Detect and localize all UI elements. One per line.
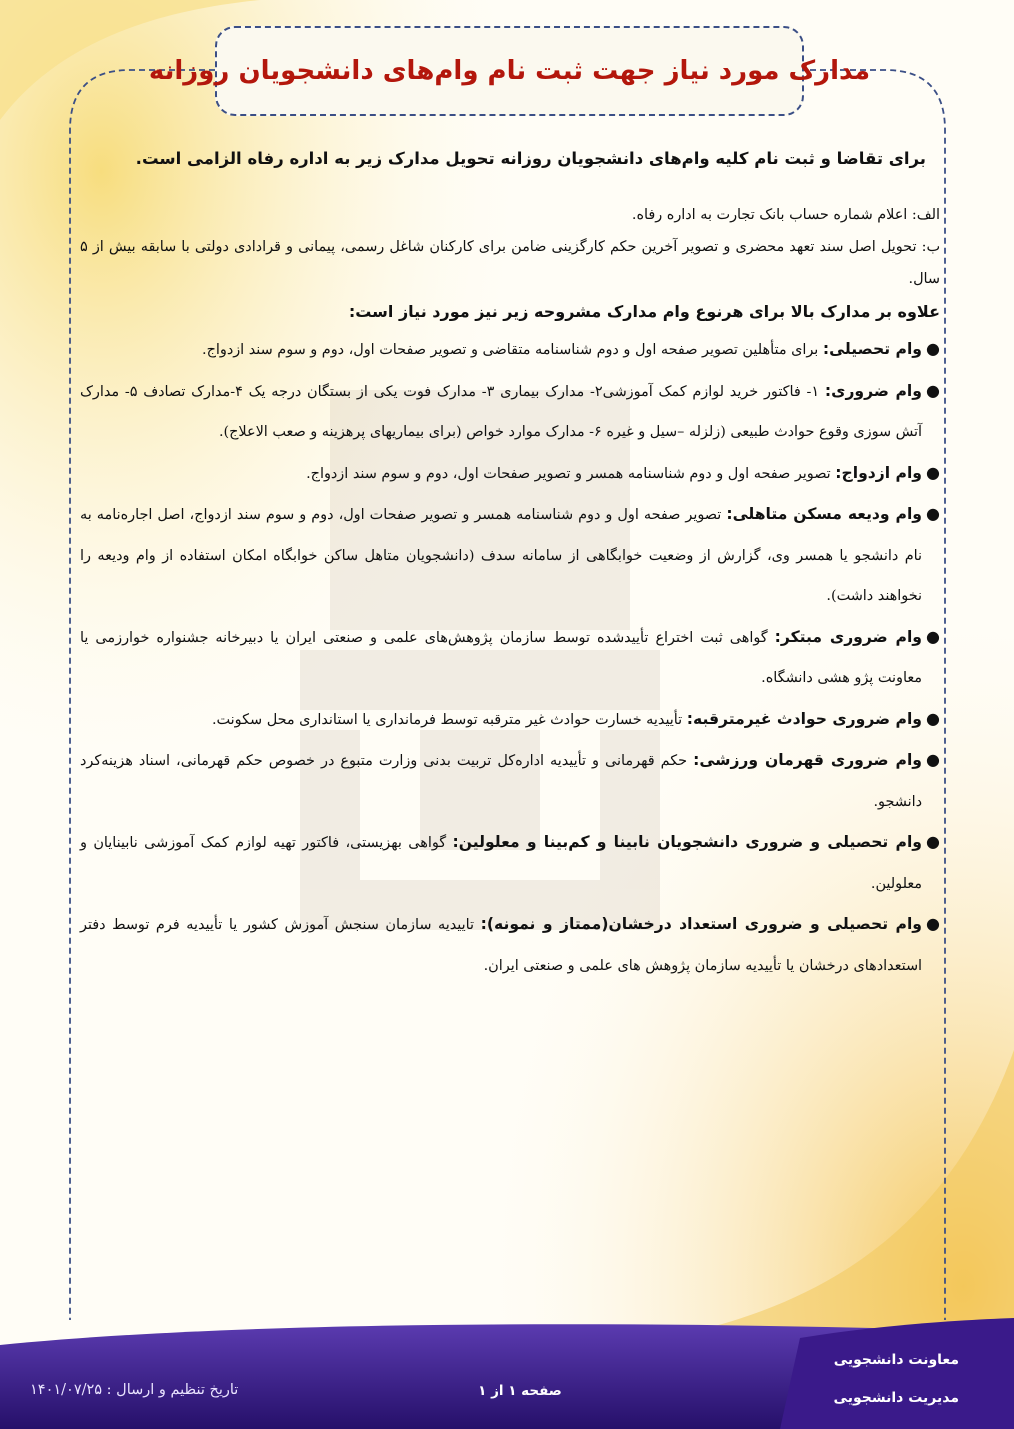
loan-title: وام ضروری قهرمان ورزشی: (693, 751, 922, 769)
bullet-icon: ● (926, 380, 940, 400)
loan-item (80, 453, 940, 495)
document-body (80, 135, 940, 986)
bullet-icon: ● (926, 626, 940, 646)
loan-title: وام ازدواج: (835, 463, 922, 482)
loan-text: تصویر صفحه اول و دوم شناسنامه همسر و تصویر صفحات اول، دوم و سوم سند ازدواج. (306, 465, 836, 482)
loan-title: وام تحصیلی: (822, 340, 922, 358)
loan-item (80, 329, 940, 371)
loan-text: حکم قهرمانی و تأییدیه اداره‌کل تربیت بدنی وزارت متبوع در خصوص حکم قهرمانی، اسناد هزینه‌کرد دانشجو. (80, 753, 922, 810)
loan-text: برای متأهلین تصویر صفحه اول و دوم شناسنامه متقاضی و تصویر صفحات اول، دوم و سوم سند ازدواج. (202, 342, 823, 358)
loan-item (80, 822, 940, 904)
bullet-icon: ● (926, 504, 940, 523)
bullet-icon: ● (926, 708, 940, 728)
page-number: صفحه ۱ از ۱ (478, 1383, 562, 1399)
loan-title: وام تحصیلی و ضروری دانشجویان نابینا و کم‌بینا و معلولین: (452, 833, 922, 851)
loan-text: گواهی ثبت اختراع تأییدشده توسط سازمان پژوهش‌های علمی و صنعتی ایران یا دبیرخانه جشنواره خوارزمی یا معاونت پژو هشی دانشگاه. (80, 629, 922, 686)
footer-office-line1: معاونت دانشجویی (833, 1352, 959, 1368)
loan-text: تأییدیه خسارت حوادث غیر مترقبه توسط فرمانداری یا استانداری محل سکونت. (211, 711, 687, 728)
page-title: مدارک مورد نیاز جهت ثبت نام وام‌های دانشجویان روزانه (148, 56, 871, 86)
loan-title: وام ضروری مبتکر: (774, 627, 922, 646)
loan-item (80, 494, 940, 617)
bullet-icon: ● (926, 339, 940, 358)
loan-title: وام ودیعه مسکن متاهلی: (726, 505, 922, 523)
loan-item (80, 617, 940, 699)
loan-item (80, 699, 940, 741)
title-box (148, 26, 871, 116)
bullet-icon: ● (926, 914, 940, 933)
loan-text: تاییدیه سازمان سنجش آموزش کشور یا تأییدیه فرم توسط دفتر استعدادهای درخشان یا تأییدیه سازمان پژوهش های علمی و صنعتی ایران. (80, 917, 922, 974)
issue-date: تاریخ تنظیم و ارسال : ۱۴۰۱/۰۷/۲۵ (30, 1382, 239, 1398)
loan-item (80, 904, 940, 986)
loan-title: وام ضروری حوادث غیرمترقبه: (686, 709, 922, 728)
loan-text: ۱- فاکتور خرید لوازم کمک آموزشی۲- مدارک بیماری ۳- مدارک فوت یکی از بستگان درجه یک ۴-مدارک تصادف ۵- مدارک آتش سوزی وقوع حوادث طبیعی (زلزله –سیل و غیره ۶- مدارک موارد خواص (برای بیماریهای پرهزینه و صعب الاعلاج). (80, 383, 922, 440)
loan-title: وام ضروری: (824, 381, 922, 400)
loan-item (80, 740, 940, 822)
intro-text: برای تقاضا و ثبت نام کلیه وام‌های دانشجویان روزانه تحویل مدارک زیر به اداره رفاه الزامی است. (135, 149, 926, 168)
bullet-icon: ● (926, 462, 940, 482)
loan-title: وام تحصیلی و ضروری استعداد درخشان(ممتاز و نمونه): (480, 915, 923, 933)
loan-item (80, 371, 940, 453)
subheading: علاوه بر مدارک بالا برای هرنوع وام مدارک مشروحه زیر نیز مورد نیاز است: (348, 302, 940, 321)
footer-office-line2: مدیریت دانشجویی (833, 1390, 959, 1406)
bullet-icon: ● (926, 832, 940, 851)
requirement-a: الف: اعلام شماره حساب بانک تجارت به اداره رفاه. (631, 207, 940, 223)
bullet-icon: ● (926, 750, 940, 769)
loan-text: تصویر صفحه اول و دوم شناسنامه همسر و تصویر صفحات اول، دوم و سوم سند ازدواج، اصل اجاره‌نامه به نام دانشجو یا همسر وی، گزارش از وضعیت خوابگاهی از سامانه سدف (دانشجویان متاهل ساکن خوابگاه امکان استفاده از وام ودیعه را نخواهند داشت). (80, 507, 922, 604)
requirement-b: ب: تحویل اصل سند تعهد محضری و تصویر آخرین حکم کارگزینی ضامن برای کارکنان شاغل رسمی، پیمانی و قرادادی دولتی با سابقه بیش از ۵ سال. (80, 239, 940, 287)
loan-text: گواهی بهزیستی، فاکتور تهیه لوازم کمک آموزشی نابینایان و معلولین. (80, 835, 922, 892)
